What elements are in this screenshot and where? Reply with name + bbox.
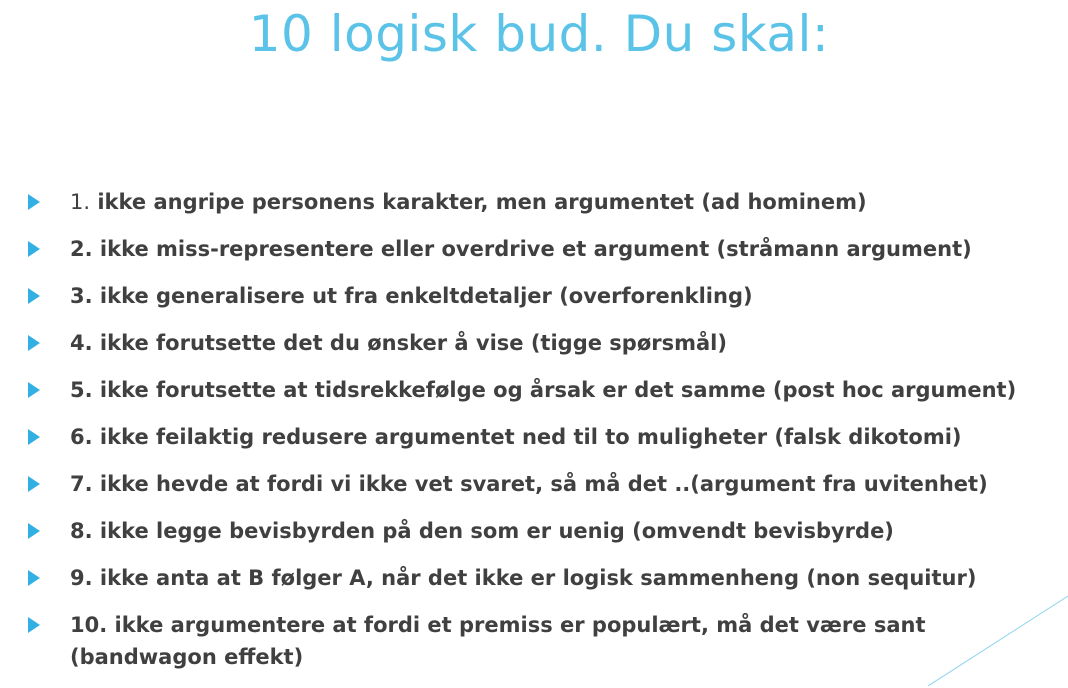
list-item — [28, 280, 1058, 312]
item-number: 9. — [70, 566, 93, 590]
item-text: ikke generalisere ut fra enkeltdetaljer (overforenkling) — [92, 284, 753, 308]
list-item — [28, 233, 1058, 265]
list-item-text — [70, 186, 867, 218]
item-text: ikke argumentere at fordi et premiss er populært, må det være sant (bandwagon effekt) — [70, 613, 926, 669]
list-item — [28, 327, 1058, 359]
list-item-text — [70, 327, 727, 359]
item-text: ikke forutsette det du ønsker å vise (tigge spørsmål) — [92, 331, 727, 355]
list-item-text — [70, 515, 894, 547]
item-text: ikke anta at B følger A, når det ikke er logisk sammenheng (non sequitur) — [92, 566, 977, 590]
list-item-text — [70, 609, 970, 673]
list-item — [28, 374, 1058, 406]
bullet-arrow-icon — [28, 194, 40, 210]
item-number: 2. — [70, 237, 93, 261]
list-item — [28, 515, 1058, 547]
list-item-text — [70, 280, 753, 312]
decorative-diagonal-line — [928, 596, 1068, 686]
list-item-text — [70, 468, 988, 500]
bullet-arrow-icon — [28, 241, 40, 257]
item-number: 1. — [70, 190, 91, 214]
item-number: 10. — [70, 613, 108, 637]
item-number: 6. — [70, 425, 93, 449]
bullet-arrow-icon — [28, 335, 40, 351]
list-item-text — [70, 374, 1016, 406]
list-item-text — [70, 421, 962, 453]
item-text: ikke hevde at fordi vi ikke vet svaret, så må det ..(argument fra uvitenhet) — [92, 472, 988, 496]
item-number: 5. — [70, 378, 93, 402]
item-text: ikke forutsette at tidsrekkefølge og årsak er det samme (post hoc argument) — [92, 378, 1017, 402]
item-text: ikke miss-representere eller overdrive et argument (stråmann argument) — [92, 237, 972, 261]
list-item — [28, 468, 1058, 500]
bullet-arrow-icon — [28, 382, 40, 398]
list-item — [28, 421, 1058, 453]
bullet-arrow-icon — [28, 523, 40, 539]
decorative-line — [928, 586, 1068, 686]
bullet-arrow-icon — [28, 288, 40, 304]
item-text: ikke legge bevisbyrden på den som er uenig (omvendt bevisbyrde) — [92, 519, 894, 543]
rules-list — [28, 186, 1058, 688]
list-item-text — [70, 233, 972, 265]
list-item — [28, 562, 1058, 594]
item-text: ikke angripe personens karakter, men argumentet (ad hominem) — [90, 190, 867, 214]
item-number: 4. — [70, 331, 93, 355]
list-item — [28, 609, 1058, 673]
item-text: ikke feilaktig redusere argumentet ned til to muligheter (falsk dikotomi) — [92, 425, 962, 449]
bullet-arrow-icon — [28, 570, 40, 586]
item-number: 3. — [70, 284, 93, 308]
list-item — [28, 186, 1058, 218]
list-item-text — [70, 562, 976, 594]
slide-title: 10 logisk bud. Du skal: — [248, 5, 830, 63]
bullet-arrow-icon — [28, 429, 40, 445]
item-number: 7. — [70, 472, 93, 496]
bullet-arrow-icon — [28, 617, 40, 633]
bullet-arrow-icon — [28, 476, 40, 492]
item-number: 8. — [70, 519, 93, 543]
